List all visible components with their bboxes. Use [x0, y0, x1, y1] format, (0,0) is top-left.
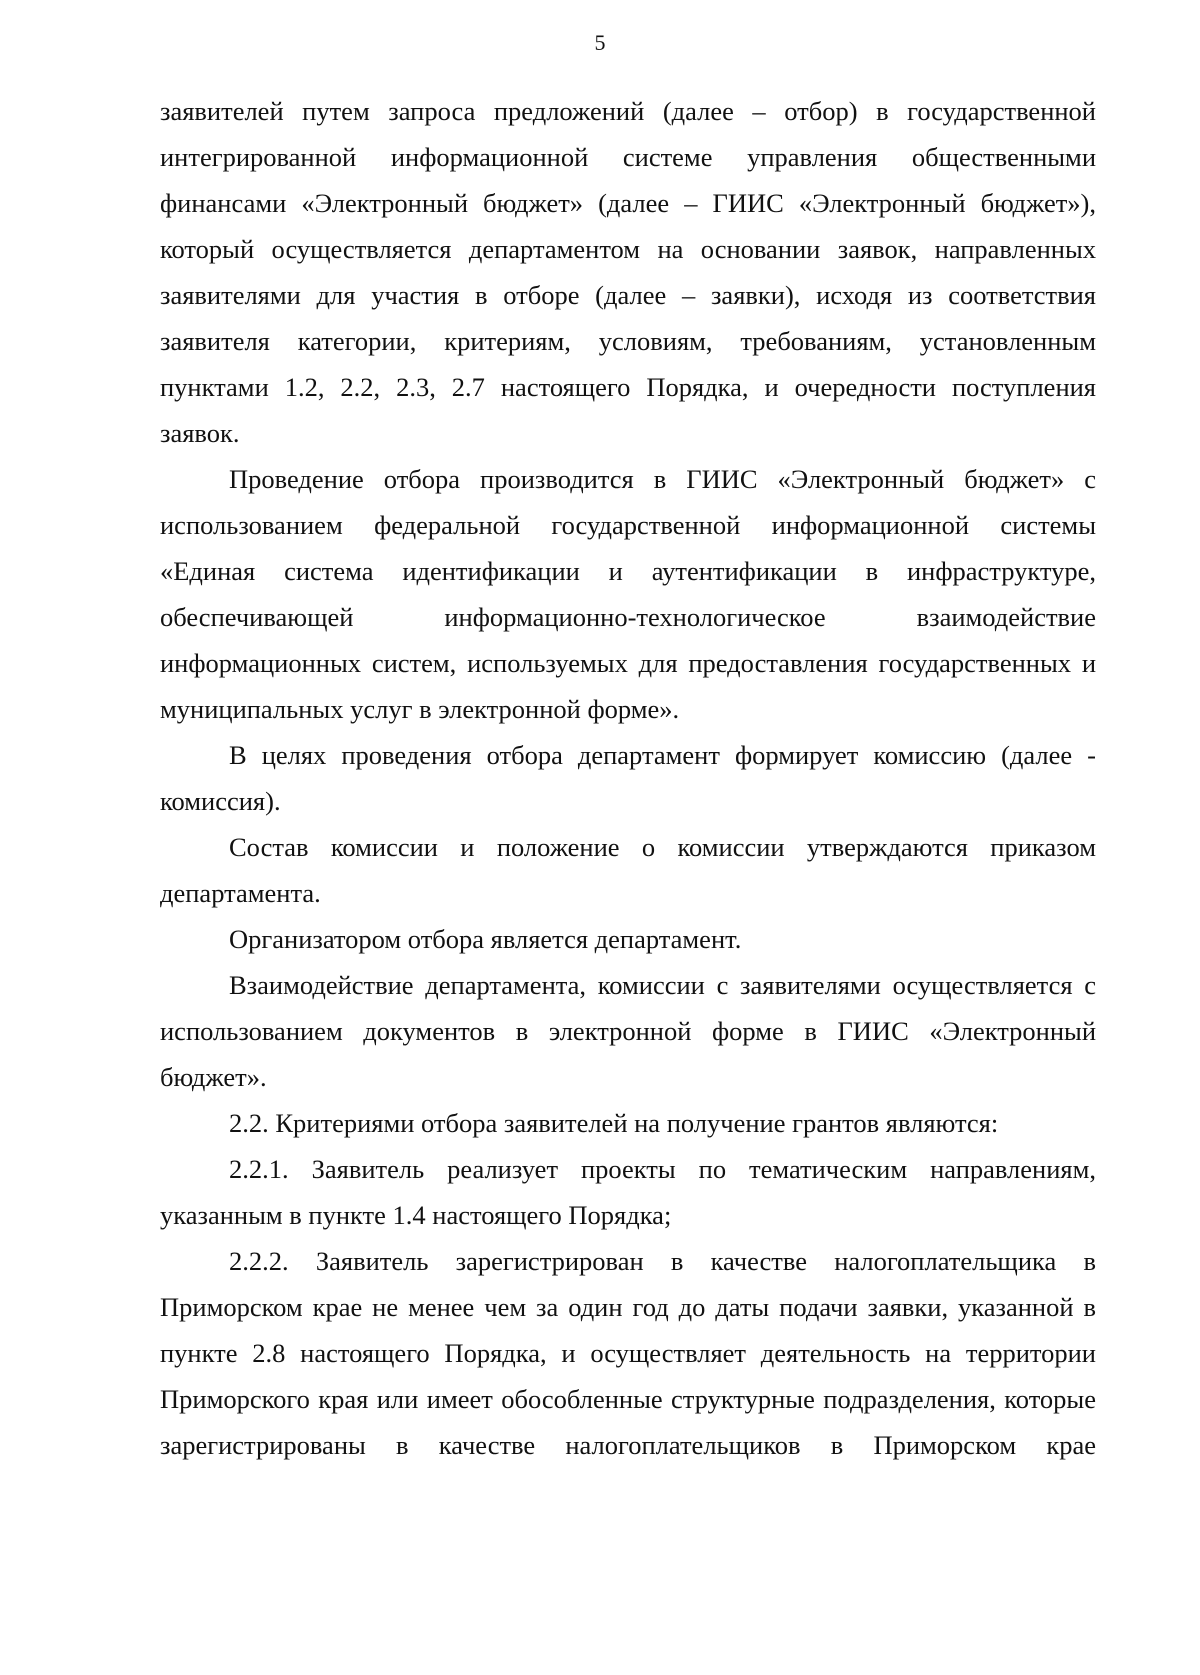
paragraph-criterion-2-2-2: 2.2.2. Заявитель зарегистрирован в качестве налогоплательщика в Приморском крае не менее чем за один год до даты подачи заявки, указанной в пункте 2.8 настоящего Порядка, и осуществляет деятельность на территории Приморского края или имеет обособленные структурные подразделения, которые зарегистрированы в качестве налогоплательщиков в Приморском крае	[160, 1246, 1096, 1460]
paragraph-criterion-2-2-1: 2.2.1. Заявитель реализует проекты по тематическим направлениям, указанным в пункте 1.4 настоящего Порядка;	[160, 1154, 1096, 1230]
paragraph-commission-formation: В целях проведения отбора департамент формирует комиссию (далее - комиссия).	[160, 740, 1096, 816]
paragraph-interaction: Взаимодействие департамента, комиссии с заявителями осуществляется с использованием документов в электронной форме в ГИИС «Электронный бюджет».	[160, 970, 1096, 1092]
page-number: 5	[594, 30, 606, 55]
paragraph-commission-composition: Состав комиссии и положение о комиссии утверждаются приказом департамента.	[160, 832, 1096, 908]
paragraph-giis-conduct: Проведение отбора производится в ГИИС «Электронный бюджет» с использованием федеральной государственной информационной системы «Единая система идентификации и аутентификации в инфраструктуре, обеспечивающей информационно-технологическое взаимодействие информационных систем, используемых для предоставления государственных и муниципальных услуг в электронной форме».	[160, 464, 1096, 724]
paragraph-organizer: Организатором отбора является департамент.	[229, 924, 742, 954]
document-body	[160, 88, 1096, 1468]
paragraph-selection-method: заявителей путем запроса предложений (далее – отбор) в государственной интегрированной информационной системе управления общественными финансами «Электронный бюджет» (далее – ГИИС «Электронный бюджет»), который осуществляется департаментом на основании заявок, направленных заявителями для участия в отборе (далее – заявки), исходя из соответствия заявителя категории, критериям, условиям, требованиям, установленным пунктами 1.2, 2.2, 2.3, 2.7 настоящего Порядка, и очередности поступления заявок.	[160, 96, 1096, 448]
paragraph-criteria-heading: 2.2. Критериями отбора заявителей на получение грантов являются:	[229, 1108, 999, 1138]
